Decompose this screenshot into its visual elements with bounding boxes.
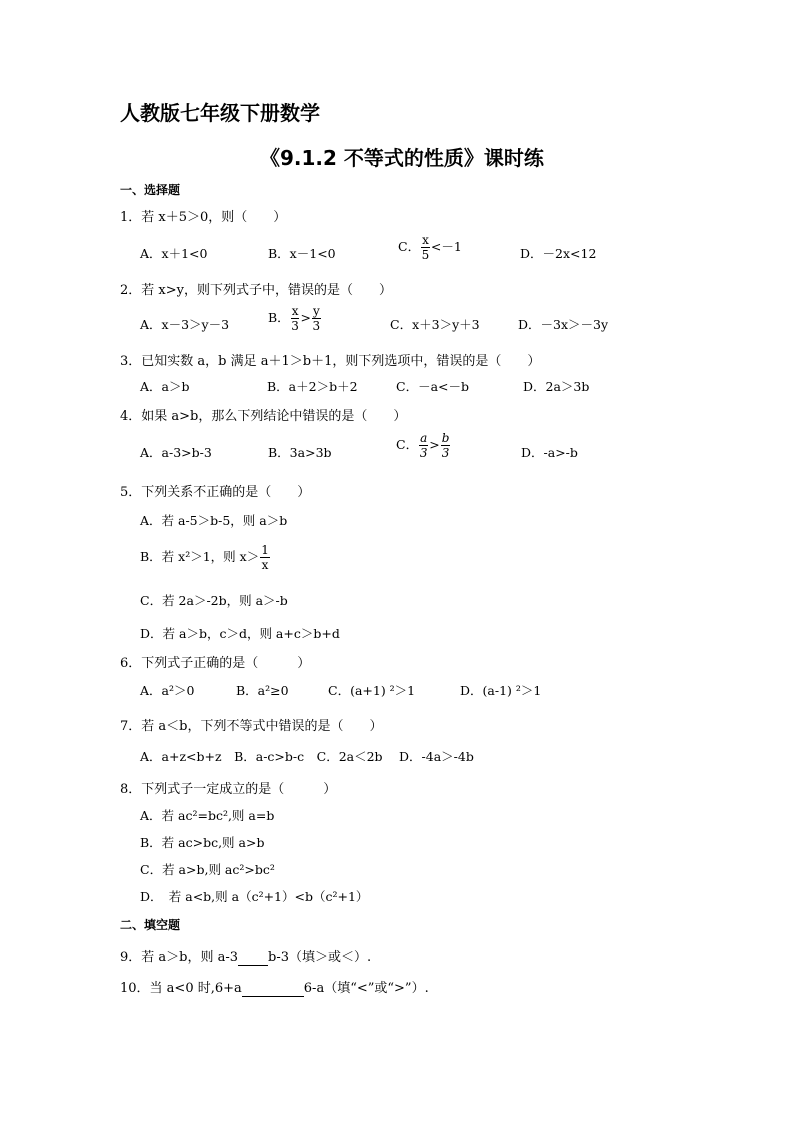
document-subtitle: 《9.1.2 不等式的性质》课时练 (260, 146, 544, 170)
answer-blank[interactable] (238, 950, 268, 966)
question-2-option-b (268, 305, 322, 332)
question-text: 6-a（填“<”或“>”）. (303, 981, 429, 996)
question-3-option-c: C．－a<－b (396, 379, 469, 394)
fraction-x-over-3 (291, 305, 300, 332)
question-text: 10．当 a<0 时,6+a (120, 981, 242, 996)
question-2-stem: 2．若 x>y，则下列式子中，错误的是（ ） (120, 283, 392, 298)
section-heading-choice: 一、选择题 (120, 183, 181, 197)
question-1-stem: 1．若 x＋5＞0，则（ ） (120, 210, 287, 225)
question-10 (120, 977, 429, 997)
question-2-option-d: D．－3x＞－3y (518, 317, 609, 332)
question-text: b-3（填＞或＜）. (268, 950, 372, 965)
answer-blank[interactable] (242, 981, 304, 997)
question-5-option-c: C．若 2a＞-2b，则 a＞-b (140, 593, 288, 608)
comparison-operator: > (300, 310, 311, 325)
fraction-numerator: x (422, 233, 429, 247)
fraction-denominator: 3 (419, 446, 428, 460)
fraction-numerator: 1 (261, 543, 269, 557)
fraction-1-over-x (260, 544, 270, 571)
question-4-option-b: B．3a>3b (268, 445, 332, 460)
section-heading-fill: 二、填空题 (120, 918, 181, 932)
question-4-stem: 4．如果 a>b，那么下列结论中错误的是（ ） (120, 409, 407, 424)
question-5-option-b (140, 544, 271, 571)
question-6-option-c: C．(a+1) ²＞1 (328, 683, 416, 698)
fraction-x-over-5 (421, 234, 430, 261)
option-label: C． (398, 239, 421, 254)
option-rest: <－1 (430, 239, 462, 254)
option-label: B． (268, 310, 290, 325)
document-title: 人教版七年级下册数学 (120, 101, 320, 125)
question-1-option-a: A．x＋1<0 (140, 246, 208, 261)
question-3-option-b: B．a＋2＞b＋2 (267, 379, 358, 394)
fraction-numerator: x (291, 304, 299, 318)
question-5-option-d: D．若 a＞b，c＞d，则 a+c＞b+d (140, 626, 340, 641)
question-3-option-d: D．2a＞3b (523, 379, 590, 394)
fraction-denominator: 5 (421, 248, 430, 262)
question-6-option-a: A．a²＞0 (140, 683, 195, 698)
option-label: C． (396, 437, 419, 452)
fraction-denominator: 3 (291, 319, 299, 333)
fraction-numerator: a (420, 431, 428, 445)
question-3-stem: 3．已知实数 a，b 满足 a＋1＞b＋1，则下列选项中，错误的是（ ） (120, 354, 541, 369)
fraction-a-over-3 (419, 432, 428, 459)
question-2-option-c: C．x＋3＞y＋3 (390, 317, 480, 332)
question-8-option-b: B．若 ac>bc,则 a>b (140, 835, 265, 850)
question-1-option-c (398, 234, 462, 261)
question-3-option-a: A．a＞b (140, 379, 190, 394)
question-9 (120, 946, 371, 966)
question-2-option-a: A．x－3＞y－3 (140, 317, 230, 332)
question-6-option-b: B．a²≥0 (236, 683, 289, 698)
fraction-denominator: 3 (312, 319, 321, 333)
question-5-stem: 5．下列关系不正确的是（ ） (120, 485, 311, 500)
question-1-option-b: B．x－1<0 (268, 246, 336, 261)
question-4-option-c (396, 432, 451, 459)
question-6-option-d: D．(a-1) ²＞1 (460, 683, 542, 698)
question-8-option-a: A．若 ac²=bc²,则 a=b (140, 808, 275, 823)
question-7-stem: 7．若 a＜b，下列不等式中错误的是（ ） (120, 719, 383, 734)
comparison-operator: > (429, 437, 440, 452)
question-8-option-c: C．若 a>b,则 ac²>bc² (140, 862, 275, 877)
question-1-option-d: D．－2x<12 (520, 246, 597, 261)
question-4-option-a: A．a-3>b-3 (140, 445, 212, 460)
question-text: 9．若 a＞b，则 a-3 (120, 950, 239, 965)
question-7-options: A．a+z<b+z B．a-c>b-c C．2a＜2b D．-4a＞-4b (140, 749, 474, 764)
question-5-option-a: A．若 a-5＞b-5，则 a＞b (140, 513, 288, 528)
question-8-stem: 8．下列式子一定成立的是（ ） (120, 782, 337, 797)
fraction-denominator: x (261, 558, 269, 572)
fraction-b-over-3 (441, 432, 451, 459)
option-text: B．若 x²＞1，则 x＞ (140, 549, 260, 564)
question-8-option-d: D． 若 a<b,则 a（c²+1）<b（c²+1） (140, 889, 369, 904)
fraction-denominator: 3 (441, 446, 450, 460)
fraction-y-over-3 (312, 305, 321, 332)
fraction-numerator: b (441, 431, 450, 445)
question-6-stem: 6．下列式子正确的是（ ） (120, 656, 311, 671)
question-4-option-d: D．-a>-b (521, 445, 578, 460)
fraction-numerator: y (312, 304, 320, 318)
